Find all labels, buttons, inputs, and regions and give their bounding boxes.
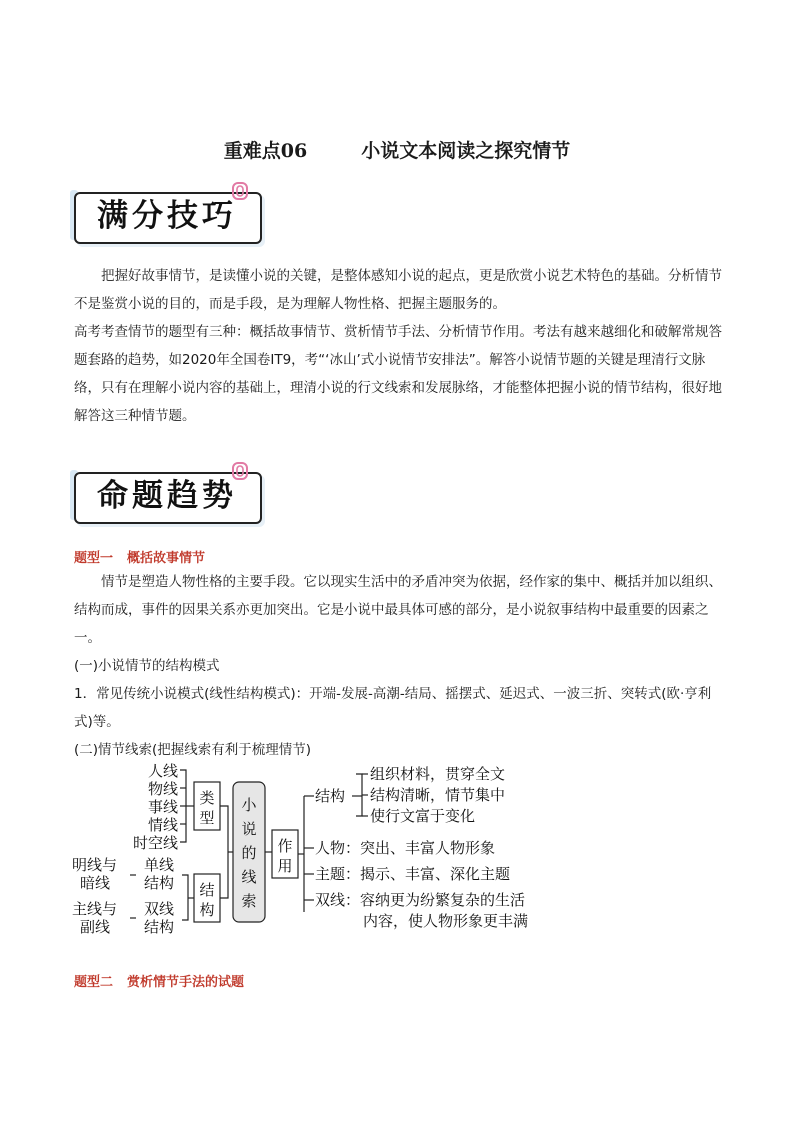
structure-item: 组织材料，贯穿全文 <box>370 765 506 783</box>
type1-paragraph: 情节是塑造人物性格的主要手段。它以现实生活中的矛盾冲突为依据，经作家的集中、概括并加以组织、结构而成，事件的因果关系亦更加突出。它是小说中最具体可感的部分，是小说叙事结构中最重要的因素之一。 <box>74 574 722 646</box>
banner-skills-text: 满分技巧 <box>97 198 237 234</box>
pair-line: 主线与 <box>72 900 118 918</box>
center-char: 的 <box>241 844 257 862</box>
center-char: 说 <box>241 820 257 838</box>
type1-body <box>74 568 722 652</box>
type-item: 物线 <box>147 780 178 798</box>
struct-item: 双线 <box>144 900 175 918</box>
page-title <box>0 136 794 163</box>
type2-label: 题型二 <box>74 975 114 990</box>
type2-name: 赏析情节手法的试题 <box>127 975 245 990</box>
intro-paragraph-2: 高考考查情节的题型有三种：概括故事情节、赏析情节手法、分析情节作用。考法有越来越细化和破解常规答题套路的趋势，如2020年全国卷ⅠT9，考“‘冰山’式小说情节安排法”。解答小说情节题的关键是理清行文脉络，只有在理解小说内容的基础上，理清小说的行文线索和发展脉络，才能整体把握小说的情节结构，很好地解答这三种情节题。 <box>74 324 722 424</box>
type1-name: 概括故事情节 <box>127 551 206 566</box>
banner-trends-text: 命题趋势 <box>97 478 237 514</box>
paperclip-icon <box>230 462 250 480</box>
intro-paragraph-1: 把握好故事情节，是读懂小说的关键，是整体感知小说的起点，更是欣赏小说艺术特色的基础。分析情节不是鉴赏小说的目的，而是手段，是为理解人物性格、把握主题服务的。 <box>74 268 722 312</box>
type-box-char: 型 <box>199 809 215 827</box>
type-item: 情线 <box>147 816 178 834</box>
subheading-structure-mode: (一)小说情节的结构模式 <box>74 658 220 674</box>
type-box-char: 类 <box>199 789 215 807</box>
clue-diagram <box>70 760 570 940</box>
struct-item: 结构 <box>144 918 175 936</box>
struct-item: 结构 <box>144 874 175 892</box>
type1-label: 题型一 <box>74 551 114 566</box>
center-char: 线 <box>241 868 257 886</box>
type-item: 事线 <box>147 798 178 816</box>
title-number: 重难点06 <box>223 140 308 162</box>
role-person: 人物：突出、丰富人物形象 <box>315 839 496 857</box>
intro-section <box>74 262 722 430</box>
type-item: 人线 <box>147 762 178 780</box>
banner-trends <box>74 466 266 524</box>
subheading-clues: (二)情节线索(把握线索有利于梳理情节) <box>74 742 312 758</box>
paperclip-icon <box>230 182 250 200</box>
structure-label: 结构 <box>315 787 346 805</box>
pair-line: 副线 <box>80 918 111 936</box>
structure-item: 结构清晰，情节集中 <box>370 786 506 804</box>
item-traditional-mode: 1．常见传统小说模式(线性结构模式)：开端-发展-高潮-结局、摇摆式、延迟式、一波三折、突转式(欧·亨利式)等。 <box>74 686 712 730</box>
section-heading-type2 <box>74 971 244 990</box>
structure-item: 使行文富于变化 <box>370 807 476 825</box>
role-theme: 主题：揭示、丰富、深化主题 <box>315 865 511 883</box>
title-text: 小说文本阅读之探究情节 <box>361 140 571 162</box>
role-box-char: 用 <box>277 857 293 875</box>
role-double: 双线：容纳更为纷繁复杂的生活 <box>315 891 526 909</box>
role-double: 内容，使人物形象更丰满 <box>363 912 529 930</box>
banner-skills <box>74 186 266 244</box>
struct-box-char: 构 <box>199 901 215 919</box>
section-heading-type1 <box>74 547 205 566</box>
center-char: 索 <box>241 892 257 910</box>
struct-item: 单线 <box>144 856 175 874</box>
role-box-char: 作 <box>277 837 293 855</box>
center-char: 小 <box>241 796 257 814</box>
pair-line: 明线与 <box>72 856 118 874</box>
type-item: 时空线 <box>132 834 178 852</box>
pair-line: 暗线 <box>80 874 111 892</box>
struct-box-char: 结 <box>199 881 215 899</box>
